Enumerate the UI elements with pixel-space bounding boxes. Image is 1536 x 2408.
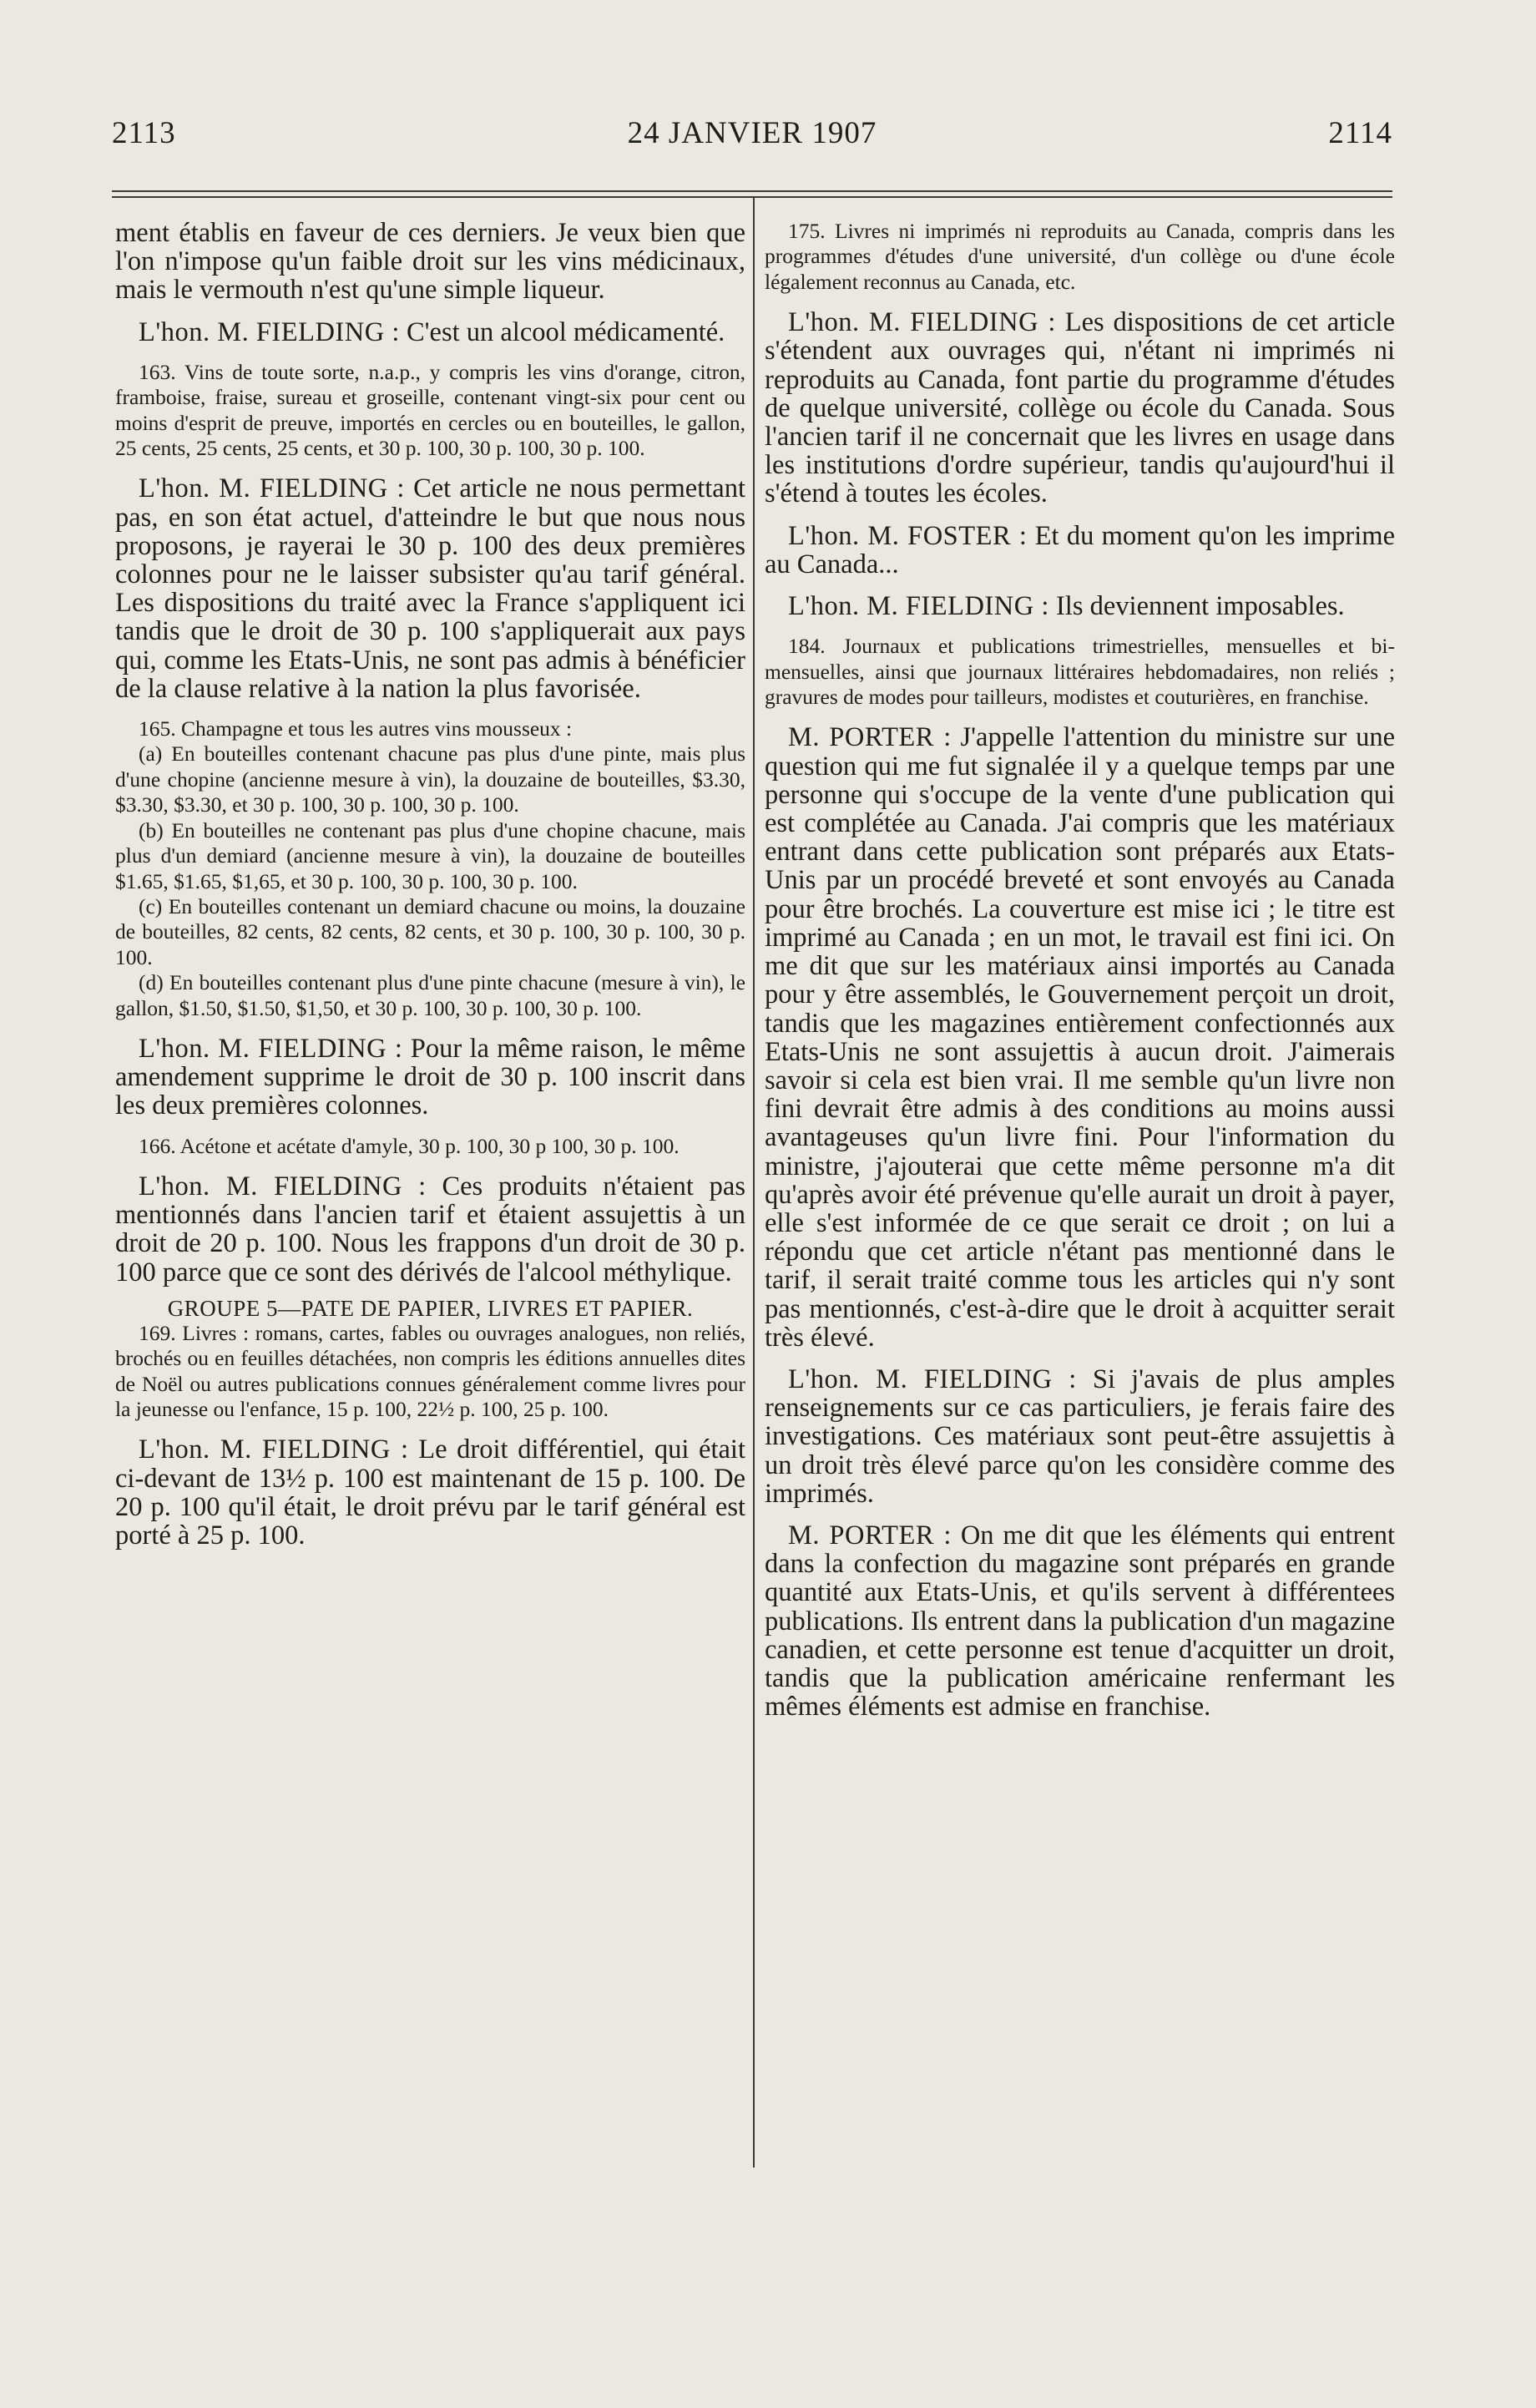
paragraph-text: (c) En bouteilles contenant un demiard chacune ou moins, la douzaine de bouteilles, 82 cents, 82 cents, 82 cents, et 30 p. 100, 30 p. 100, 30 p. 100. <box>115 893 745 969</box>
speech-paragraph <box>115 1035 745 1121</box>
tariff-item <box>115 1134 745 1159</box>
paragraph-text: 163. Vins de toute sorte, n.a.p., y compris les vins d'orange, citron, framboise, fraise, sureau et groseille, contenant vingt-six pour cent ou moins d'esprit de preuve, importés en cercles ou en bouteilles, le gallon, 25 cents, 25 cents, 25 cents, et 30 p. 100, 30 p. 100, 30 p. 100. <box>115 359 745 461</box>
paragraph-text: Ils deviennent imposables. <box>1055 591 1345 622</box>
left-column <box>115 219 745 1550</box>
speaker-name: L'hon. M. FIELDING : <box>139 1171 427 1201</box>
tariff-item <box>765 634 1395 710</box>
speaker-name: M. PORTER : <box>788 1520 952 1551</box>
tariff-item <box>115 818 745 894</box>
tariff-item <box>115 360 745 462</box>
tariff-item <box>115 970 745 1021</box>
paragraph-text: 166. Acétone et acétate d'amyle, 30 p. 100, 30 p 100, 30 p. 100. <box>139 1133 680 1158</box>
speaker-name: L'hon. M. FIELDING : <box>139 473 405 504</box>
paragraph-text: Si j'avais de plus amples renseignements sur ce cas particuliers, je ferais faire des investigations. Ces matériaux sont peut-être assujettis à un droit très élevé parce qu'on les considère comme des imprimés. <box>765 1363 1395 1509</box>
paragraph-text: Le droit différentiel, qui était ci-devant de 13½ p. 100 est maintenant de 15 p. 100. De 20 p. 100 qu'il était, le droit prévu par le tarif général est porté à 25 p. 100. <box>115 1434 745 1551</box>
speaker-name: L'hon. M. FOSTER : <box>788 520 1028 551</box>
paragraph-text: 169. Livres : romans, cartes, fables ou ouvrages analogues, non reliés, brochés ou en feuilles détachées, non compris les éditions annuelles dites de Noël ou autres publications connues généralement comme livres pour la jeunesse ou l'enfance, 15 p. 100, 22½ p. 100, 25 p. 100. <box>115 1320 745 1421</box>
paragraph-text: 184. Journaux et publications trimestrielles, mensuelles et bi-mensuelles, ainsi que journaux littéraires hebdomadaires, non reliés ; gravures de modes pour tailleurs, modistes et couturières, en franchise. <box>765 634 1395 710</box>
paragraph-text: (a) En bouteilles contenant chacune pas plus d'une pinte, mais plus d'une chopine (ancienne mesure à vin), la douzaine de bouteilles, $3.30, $3.30, $3.30, et 30 p. 100, 30 p. 100, 30 p. 100. <box>115 741 745 817</box>
section-heading <box>115 1297 745 1321</box>
tariff-item <box>115 716 745 741</box>
speaker-name: M. PORTER : <box>788 722 952 753</box>
speech-paragraph <box>115 219 745 305</box>
paragraph-text: Les dispositions de cet article s'étendent aux ouvrages qui, n'étant ni imprimés ni reproduits au Canada, font partie du programme d'études de quelque université, collège ou école du Canada. Sous l'ancien tarif il ne concernait que les livres en usage dans les institutions d'ordre supérieur, tandis qu'aujourd'hui il s'étend à toutes les écoles. <box>765 307 1395 509</box>
paragraph-text: 175. Livres ni imprimés ni reproduits au Canada, compris dans les programmes d'études d'une université, d'un collège ou d'une école légalement reconnus au Canada, etc. <box>765 219 1395 294</box>
speech-paragraph <box>765 592 1395 620</box>
paragraph-text: J'appelle l'attention du ministre sur une question qui me fut signalée il y a quelque temps par une personne qui s'occupe de la vente d'une publication qui est complétée au Canada. J'ai compris que les matériaux entrant dans cette publication sont préparés aux Etats-Unis par un procédé breveté et sont envoyés au Canada pour être brochés. La couverture est mise ici ; le titre est imprimé au Canada ; en un mot, le travail est fini ici. On me dit que sur les matériaux ainsi importés au Canada pour y être assemblés, le Gouvernement perçoit un droit, tandis que les magazines entièrement confectionnés aux Etats-Unis ne sont assujettis à aucun droit. J'aimerais savoir si cela est bien vrai. Il me semble qu'un livre non fini devrait être admis à des conditions au moins aussi avantageuses qu'un livre fini. Pour l'information du ministre, j'ajouterai que cette même personne m'a dit qu'après avoir été prévenue qu'elle aurait un droit à payer, elle s'est informée de ce que serait ce droit ; on lui a répondu que cet article n'étant pas mentionné dans le tarif, il serait traité comme tous les articles qui n'y sont pas mentionnés, c'est-à-dire que le droit à acquitter serait très élevé. <box>765 722 1395 1353</box>
header-rule-bottom <box>112 196 1392 198</box>
speech-paragraph <box>115 318 745 347</box>
tariff-item <box>115 741 745 817</box>
speech-paragraph <box>765 1521 1395 1721</box>
speech-paragraph <box>115 1435 745 1550</box>
speech-paragraph <box>765 1365 1395 1508</box>
speech-paragraph <box>765 723 1395 1351</box>
speaker-name: L'hon. M. FIELDING : <box>788 307 1056 338</box>
speech-paragraph <box>765 308 1395 508</box>
paragraph-text: C'est un alcool médicamenté. <box>406 316 725 347</box>
speech-paragraph <box>115 1172 745 1287</box>
right-column <box>765 219 1395 1721</box>
speaker-name: L'hon. M. FIELDING : <box>788 1363 1077 1394</box>
paragraph-text: ment établis en faveur de ces derniers. Je veux bien que l'on n'impose qu'un faible droit sur les vins médicinaux, mais le vermouth n'est qu'une simple liqueur. <box>115 218 745 306</box>
header-rule-top <box>112 190 1392 192</box>
speaker-name: L'hon. M. FIELDING : <box>139 1033 403 1064</box>
paragraph-text: Et du moment qu'on les imprime au Canada... <box>765 520 1395 579</box>
paragraph-text: Pour la même raison, le même amendement supprime le droit de 30 p. 100 inscrit dans les deux premières colonnes. <box>115 1033 745 1121</box>
page-number-left: 2113 <box>112 116 176 150</box>
paragraph-text: (d) En bouteilles contenant plus d'une pinte chacune (mesure à vin), le gallon, $1.50, $1.50, $1,50, et 30 p. 100, 30 p. 100, 30 p. 100. <box>115 970 745 1020</box>
page-number-right: 2114 <box>1328 116 1392 150</box>
page-header <box>112 115 1392 157</box>
tariff-item <box>765 219 1395 295</box>
paragraph-text: On me dit que les éléments qui entrent dans la confection du magazine sont préparés en grande quantité aux Etats-Unis, et qu'ils servent à différentees publications. Ils entrent dans la publication d'un magazine canadien, et cette personne est tenue d'acquitter un droit, tandis que la publication américaine renfermant les mêmes éléments est admise en franchise. <box>765 1520 1395 1723</box>
column-divider <box>753 197 755 2168</box>
page-date: 24 JANVIER 1907 <box>627 116 877 150</box>
speaker-name: L'hon. M. FIELDING : <box>788 591 1049 622</box>
paragraph-text: (b) En bouteilles ne contenant pas plus d'une chopine chacune, mais plus d'un demiard (ancienne mesure à vin), la douzaine de bouteilles $1.65, $1.65, $1,65, et 30 p. 100, 30 p. 100, 30 p. 100. <box>115 817 745 893</box>
speaker-name: L'hon. M. FIELDING : <box>139 316 400 347</box>
paragraph-text: GROUPE 5—PATE DE PAPIER, LIVRES ET PAPIER. <box>167 1295 694 1321</box>
paragraph-text: Cet article ne nous permettant pas, en son état actuel, d'atteindre le but que nous nous proposons, je rayerai le 30 p. 100 des deux premières colonnes pour ne le laisser subsister qu'au tarif général. Les dispositions du traité avec la France s'appliquent ici tandis que le droit de 30 p. 100 s'appliquerait aux pays qui, comme les Etats-Unis, ne sont pas admis à bénéficier de la clause relative à la nation la plus favorisée. <box>115 473 745 704</box>
tariff-item <box>115 1321 745 1423</box>
speech-paragraph <box>765 522 1395 579</box>
tariff-item <box>115 894 745 970</box>
speaker-name: L'hon. M. FIELDING : <box>139 1434 409 1465</box>
speech-paragraph <box>115 474 745 703</box>
paragraph-text: 165. Champagne et tous les autres vins mousseux : <box>139 716 573 741</box>
paragraph-text: Ces produits n'étaient pas mentionnés dans l'ancien tarif et étaient assujettis à un droit de 20 p. 100. Nous les frappons d'un droit de 30 p. 100 parce que ce sont des dérivés de l'alcool méthylique. <box>115 1171 745 1287</box>
